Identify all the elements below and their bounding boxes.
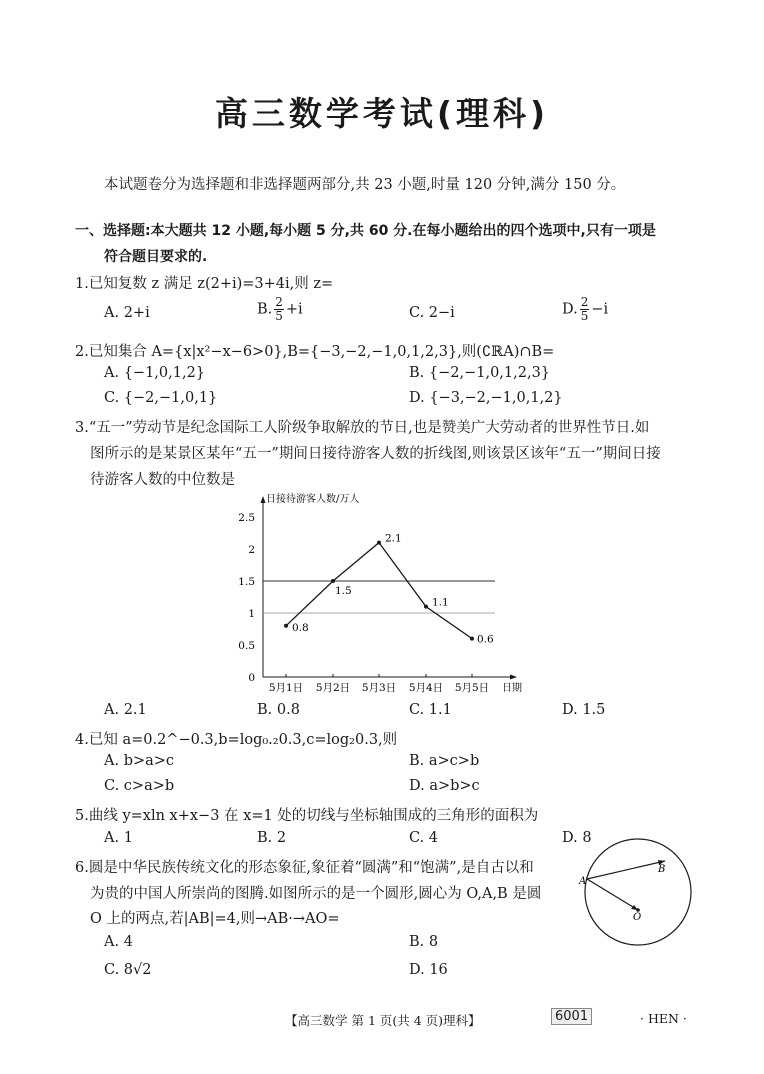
data-label: 0.8 <box>292 621 309 634</box>
y-tick-label: 2.5 <box>238 512 255 524</box>
y-tick-label: 1.5 <box>238 576 255 588</box>
data-point <box>331 579 335 583</box>
intro-text: 本试题卷分为选择题和非选择题两部分,共 23 小题,时量 120 分钟,满分 150 分。 <box>104 177 626 193</box>
q5-stem: 5.曲线 y=xln x+x−3 在 x=1 处的切线与坐标轴围成的三角形的面积为 <box>75 808 539 824</box>
q5-option-a: A. 1 <box>104 830 133 846</box>
section-heading: 一、选择题:本大题共 12 小题,每小题 5 分,共 60 分.在每小题给出的四个选项中,只有一项是 <box>75 223 656 239</box>
label-o: O <box>633 912 642 923</box>
q3-stem-line2: 图所示的是某景区某年“五一”期间日接待游客人数的折线图,则该景区该年“五一”期间日接 <box>90 446 661 462</box>
y-tick-label: 1 <box>248 608 255 620</box>
label-b: B <box>658 864 666 875</box>
q5-option-d: D. 8 <box>562 830 592 846</box>
footer-tag: · HEN · <box>640 1011 687 1026</box>
q1-stem: 1.已知复数 z 满足 z(2+i)=3+4i,则 z= <box>75 276 334 292</box>
q2-option-d: D. {−3,−2,−1,0,1,2} <box>409 390 563 406</box>
q5-option-c: C. 4 <box>409 830 439 846</box>
q3-option-c: C. 1.1 <box>409 702 452 718</box>
section-heading-cont: 符合题目要求的. <box>104 249 208 265</box>
q3-option-b: B. 0.8 <box>257 702 300 718</box>
y-tick-label: 0.5 <box>238 640 255 652</box>
data-point <box>377 541 381 545</box>
x-axis-label: 日期 <box>502 683 522 694</box>
label-a: A <box>579 876 587 887</box>
q6-stem-line2: 为贵的中国人所崇尚的图腾.如图所示的是一个圆形,圆心为 O,A,B 是圆 <box>90 886 542 902</box>
data-label: 0.6 <box>477 633 494 646</box>
q3-option-a: A. 2.1 <box>104 702 147 718</box>
x-tick-label: 5月3日 <box>361 682 397 694</box>
x-tick-label: 5月4日 <box>408 682 444 694</box>
series-line <box>286 543 472 639</box>
page-title: 高三数学考试(理科) <box>214 94 550 133</box>
q3-stem-line1: 3.“五一”劳动节是纪念国际工人阶级争取解放的节日,也是赞美广大劳动者的世界性节日.如 <box>75 420 650 436</box>
q4-option-c: C. c>a>b <box>104 778 175 794</box>
circle-diagram <box>578 822 698 962</box>
y-tick-label: 2 <box>248 544 255 556</box>
footer-code: 6001 <box>551 1008 592 1025</box>
q6-option-a: A. 4 <box>104 934 133 950</box>
q4-option-b: B. a>c>b <box>409 753 480 769</box>
q4-option-d: D. a>b>c <box>409 778 480 794</box>
q5-option-b: B. 2 <box>257 830 287 846</box>
q1-option-c: C. 2−i <box>409 305 455 321</box>
q2-stem: 2.已知集合 A={x|x²−x−6>0},B={−3,−2,−1,0,1,2,3},则(∁ℝA)∩B= <box>75 344 555 360</box>
circle-outline <box>585 839 691 945</box>
data-point <box>470 637 474 641</box>
y-axis-arrow <box>261 496 266 503</box>
q2-option-c: C. {−2,−1,0,1} <box>104 390 218 406</box>
y-axis-label: 日接待游客人数/万人 <box>266 494 360 505</box>
q1-option-d: D. $\frac{2}{5}$ −i <box>562 295 609 323</box>
data-label: 1.1 <box>432 596 449 609</box>
data-label: 1.5 <box>335 585 352 597</box>
data-point <box>284 624 288 628</box>
q2-option-b: B. {−2,−1,0,1,2,3} <box>409 365 551 381</box>
q6-option-b: B. 8 <box>409 934 439 950</box>
q3-option-d: D. 1.5 <box>562 702 606 718</box>
q4-stem: 4.已知 a=0.2^−0.3,b=log₀.₂0.3,c=log₂0.3,则 <box>75 732 398 748</box>
q4-option-a: A. b>a>c <box>104 753 175 769</box>
q1-option-a: A. 2+i <box>104 305 150 321</box>
x-tick-label: 5月5日 <box>454 682 490 694</box>
footer-page-info: 【高三数学 第 1 页(共 4 页)理科】 <box>285 1013 481 1028</box>
q1-option-b: B. $\frac{2}{5}$ +i <box>257 295 303 323</box>
y-tick-label: 0 <box>248 672 255 684</box>
x-tick-label: 5月1日 <box>268 682 304 694</box>
data-point <box>424 605 428 609</box>
q3-stem-line3: 待游客人数的中位数是 <box>90 472 235 488</box>
segment-ab <box>587 861 665 879</box>
data-label: 2.1 <box>385 532 402 545</box>
q6-stem-line3: O 上的两点,若|AB|=4,则→AB·→AO= <box>90 911 340 927</box>
visitor-line-chart <box>230 488 530 700</box>
q2-option-a: A. {−1,0,1,2} <box>104 365 206 381</box>
q6-option-d: D. 16 <box>409 962 448 978</box>
x-tick-label: 5月2日 <box>315 682 351 694</box>
q6-stem-line1: 6.圆是中华民族传统文化的形态象征,象征着“圆满”和“饱满”,是自古以和 <box>75 860 534 876</box>
q6-option-c: C. 8√2 <box>104 962 152 978</box>
x-axis-arrow <box>510 675 517 680</box>
segment-ao <box>587 879 638 910</box>
